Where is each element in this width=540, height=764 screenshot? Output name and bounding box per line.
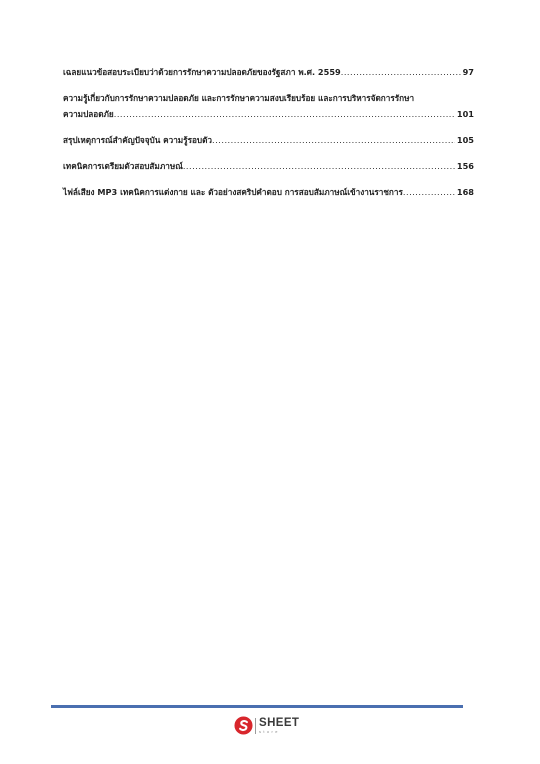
toc-entry-title: เฉลยแนวข้อสอบระเบียบว่าด้วยการรักษาความปลอดภัยของรัฐสภา พ.ศ. 2559 [63,67,341,77]
toc-entry-title: สรุปเหตุการณ์สำคัญปัจจุบัน ความรู้รอบตัว [63,135,213,145]
toc-entry[interactable] [63,64,474,80]
brand-subtitle: store [259,728,280,734]
toc-entry[interactable] [63,132,474,148]
toc-entry[interactable] [63,90,474,122]
dot-leader [341,64,461,80]
toc-entry-title-continued: ความปลอดภัย [63,109,114,119]
sheet-logo-icon [234,716,253,735]
toc-entry-title: ไฟล์เสียง MP3 เทคนิคการแต่งกาย และ ตัวอย่างสคริปคำตอบ การสอบสัมภาษณ์เข้างานราชการ [63,187,403,197]
dot-leader [114,106,455,122]
dot-leader [212,132,455,148]
toc-entry-page: 105 [456,135,474,145]
toc-entry-title: ความรู้เกี่ยวกับการรักษาความปลอดภัย และการรักษาความสงบเรียบร้อย และการบริหารจัดการรักษา [63,93,415,103]
toc-entry-page: 101 [456,109,474,119]
dot-leader [183,158,455,174]
brand-name: SHEET [259,716,300,729]
sheet-store-logo [234,716,299,735]
toc-entry-title: เทคนิคการเตรียมตัวสอบสัมภาษณ์ [63,161,183,171]
toc-entry-page: 168 [456,187,474,197]
toc-entry[interactable] [63,184,474,200]
logo-divider [255,718,256,734]
toc-entry[interactable] [63,158,474,174]
table-of-contents [63,64,474,200]
dot-leader [403,184,455,200]
logo-wordmark [259,718,299,734]
toc-entry-page: 156 [456,161,474,171]
toc-entry-page: 97 [462,67,474,77]
footer-rule [51,705,463,708]
